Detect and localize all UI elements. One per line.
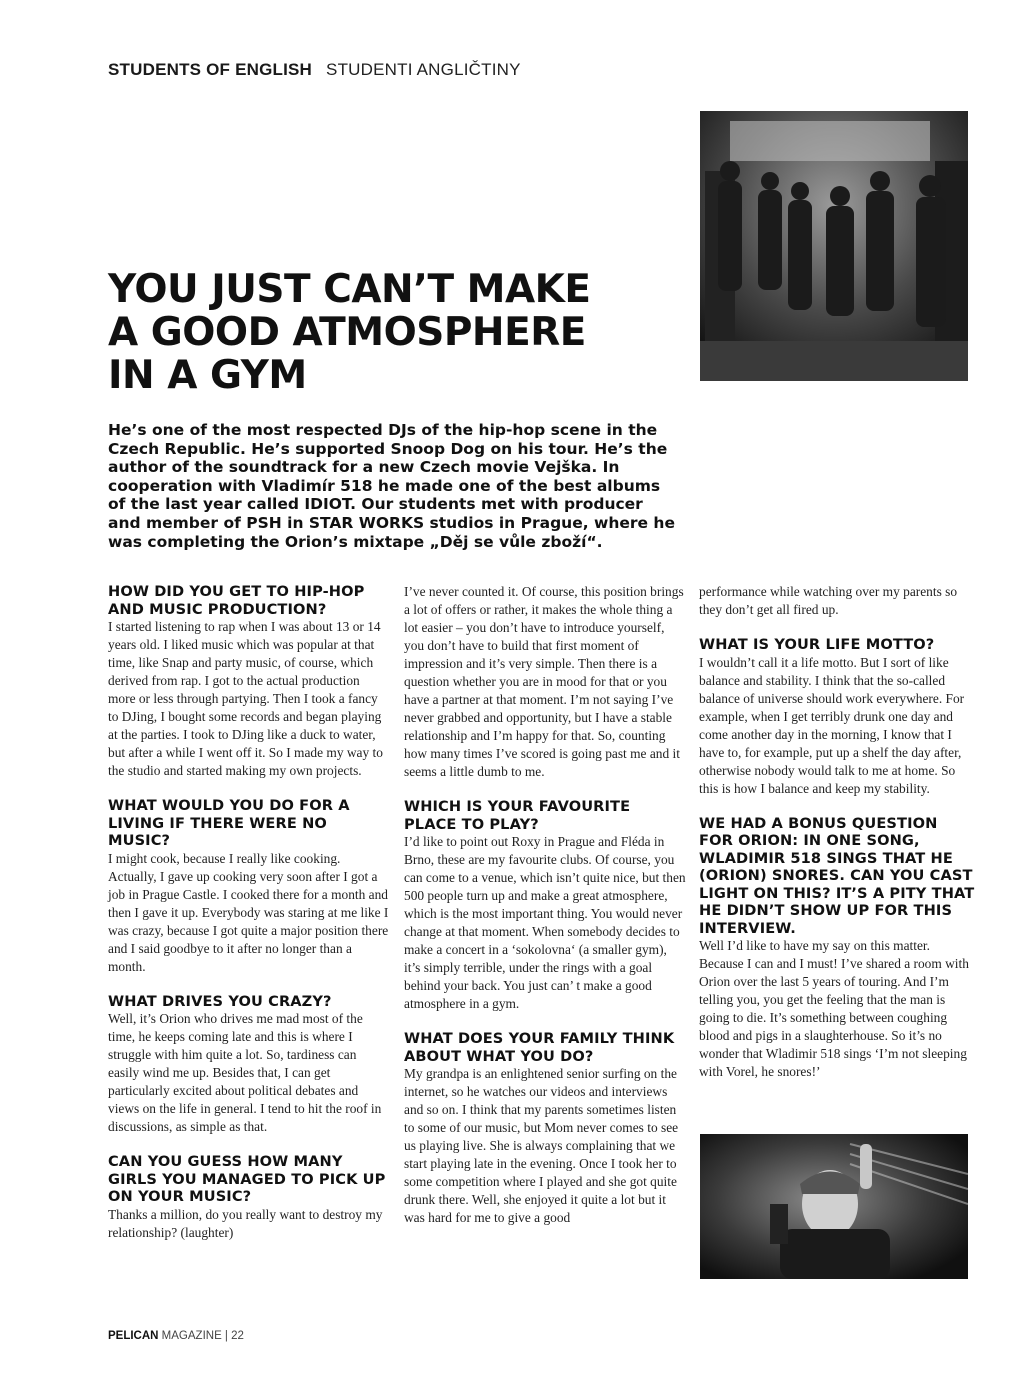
question-heading: WHAT DOES YOUR FAMILY THINK ABOUT WHAT YOU DO?: [404, 1030, 675, 1065]
answer-text: My grandpa is an enlightened senior surfing on the internet, so he watches our videos and interviews and so on. I think that my parents sometimes listen to some of our music, but Mom never comes to see us playing live. She is always complaining that we start playing late in the evening. Once I took her to some competition where I played and she got quite drunk there. Well, she enjoyed it quite a lot but it was hard for me to give a good: [404, 1066, 679, 1225]
answer-text: I wouldn’t call it a life motto. But I sort of like balance and stability. I think that the so-called balance of universe should work everywhere. For example, when I get terribly drunk one day and come another day in the morning, I know that I have to, for example, put up a shelf the day after, otherwise nobody would talk to me at home. So this is how I balance and keep my stability.: [699, 654, 965, 796]
headline-line: A GOOD ATMOSPHERE: [108, 310, 586, 355]
answer-text: Well, it’s Orion who drives me mad most of the time, he keeps coming late and this is where I struggle with him quite a lot. So, tardiness can easily wind me up. Besides that, I can get particularly excited about political debates and views on the life in general. I tend to hit the roof in discussions, as simple as that.: [108, 1011, 382, 1134]
section-subtitle: STUDENTI ANGLIČTINY: [326, 60, 521, 79]
article-headline: [108, 268, 668, 397]
question-heading: CAN YOU GUESS HOW MANY GIRLS YOU MANAGED TO PICK UP ON YOUR MUSIC?: [108, 1153, 386, 1205]
section-title: STUDENTS OF ENGLISH: [108, 60, 313, 79]
headline-line: IN A GYM: [108, 353, 307, 398]
question-heading: WHAT DRIVES YOU CRAZY?: [108, 992, 332, 1010]
question-heading: HOW DID YOU GET TO HIP-HOP AND MUSIC PRODUCTION?: [108, 583, 365, 618]
answer-text: I’ve never counted it. Of course, this position brings a lot of offers or rather, it makes the whole thing a lot easier – you don’t have to introduce yourself, you don’t have to build that first moment of impression and it’s very simple. Then there is a question whether you are in mood for that or you have a partner at that moment. I’m not saying I’ve never grabbed and opportunity, but I have a stable relationship and I’m happy for that. So, counting how many times I’ve scored is going past me and it seems a little dumb to me.: [404, 584, 684, 779]
answer-text: I’d like to point out Roxy in Prague and Fléda in Brno, these are my favourite clubs. Of course, you can come to a venue, which isn’t quite nice, but then 500 people turn up and make a great atmosphere, which is the most important thing. You would never change at that moment. When somebody decides to make a concert in a ‘sokolovna‘ (a smaller gym), it’s simply terrible, under the rings with a goal behind your back. You just can’ t make a good atmosphere in a gym.: [404, 834, 686, 1011]
answer-text: I started listening to rap when I was about 13 or 14 years old. I liked music which was popular at that time, like Snap and party music, of course, which derived from rap. I got to the actual production more or less through partying. Then I took a fancy to DJing, I bought some records and began playing at the parties. I took to DJing like a duck to water, but after a while I went off it. So I made my way to the studio and started making my own projects.: [108, 619, 383, 778]
column-3: [699, 583, 975, 1098]
answer-text: I might cook, because I really like cooking. Actually, I gave up cooking very soon after I got a job in Prague Castle. I cooked there for a month and then I gave it up. Everybody was staring at me like I was crazy, because I got quite a major position there and I said goodbye to it after no longer than a month.: [108, 850, 389, 974]
answer-text: Thanks a million, do you really want to destroy my relationship? (laughter): [108, 1206, 383, 1240]
page-footer: [108, 1330, 244, 1342]
headline-line: YOU JUST CAN’T MAKE: [108, 267, 591, 312]
group-photo: [700, 111, 968, 381]
column-1: [108, 583, 390, 1259]
column-2: [404, 583, 686, 1244]
answer-text: Well I’d like to have my say on this matter. Because I can and I must! I’ve shared a room with Orion over the last 5 years of touring. And I’m telling you, you get the feeling that the man is going to die. It’s something between coughing blood and pigs in a slaughterhouse. So it’s no wonder that Wladimir 518 sings ‘I’m not sleeping with Vorel, he snores!’: [699, 938, 969, 1079]
footer-page-info: MAGAZINE | 22: [158, 1330, 244, 1342]
question-heading: WE HAD A BONUS QUESTION FOR ORION: IN ONE SONG, WLADIMIR 518 SINGS THAT HE (ORION) SNORES. CAN YOU CAST LIGHT ON THIS? IT’S A PITY THAT HE DIDN’T SHOW UP FOR THIS INTERVIEW.: [699, 814, 975, 937]
question-heading: WHICH IS YOUR FAVOURITE PLACE TO PLAY?: [404, 798, 631, 833]
dj-photo: [700, 1134, 968, 1279]
question-heading: WHAT WOULD YOU DO FOR A LIVING IF THERE WERE NO MUSIC?: [108, 797, 350, 849]
footer-brand: PELICAN: [108, 1330, 159, 1342]
section-header: [108, 60, 521, 80]
answer-text: performance while watching over my parents so they don’t get all fired up.: [699, 584, 958, 617]
article-lead: He’s one of the most respected DJs of the hip-hop scene in the Czech Republic. He’s supported Snoop Dog on his tour. He’s the author of the soundtrack for a new Czech movie Vejška. In cooperation with Vladimír 518 he made one of the best albums of the last year called IDIOT. Our students met with producer and member of PSH in STAR WORKS studios in Prague, where he was completing the Orion’s mixtape „Děj se vůle zboží“.: [108, 421, 675, 551]
question-heading: WHAT IS YOUR LIFE MOTTO?: [699, 636, 935, 653]
